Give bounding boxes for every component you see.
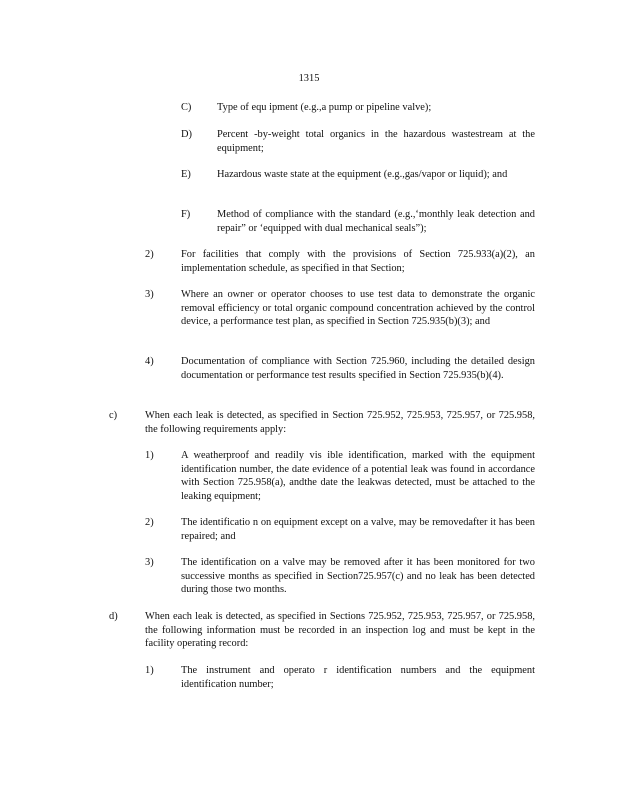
item-text: The identification on a valve may be removed after it has been monitored for two successive months as specified in Section725.957(c) and no leak has been detected during those two months. <box>181 557 535 596</box>
list-item-1-weatherproof-identification <box>145 449 535 503</box>
item-marker: 3) <box>145 289 154 300</box>
item-text: A weatherproof and readily vis ible identification, marked with the equipment identification number, the date evidence of a potential leak was found in accordance with Section 725.958(a), andthe date the leakwas detected, must be attached to the leaking equipment; <box>181 450 535 502</box>
list-item-2-implementation-schedule <box>145 248 535 275</box>
item-text: The identificatio n on equipment except on a valve, may be removedafter it has been repaired; and <box>181 517 535 542</box>
list-item-4-documentation <box>145 355 535 382</box>
item-marker: D) <box>181 129 192 140</box>
list-item-c-equipment-type <box>181 101 535 115</box>
item-marker: E) <box>181 169 191 180</box>
item-text: Where an owner or operator chooses to use test data to demonstrate the organic removal efficiency or total organic compound concentration achieved by the control device, a performance test plan, as specified in Section 725.935(b)(3); and <box>181 289 535 328</box>
item-marker: d) <box>109 611 118 622</box>
item-marker: F) <box>181 209 191 220</box>
item-marker: C) <box>181 102 192 113</box>
list-item-3-performance-test-plan <box>145 288 535 329</box>
list-item-f-method-of-compliance <box>181 208 535 235</box>
list-item-1-instrument-identification <box>145 664 535 691</box>
list-item-c-leak-detected <box>109 409 535 436</box>
item-marker: 4) <box>145 356 154 367</box>
item-marker: 2) <box>145 249 154 260</box>
item-marker: 1) <box>145 665 154 676</box>
item-text: When each leak is detected, as specified in Section 725.952, 725.953, 725.957, or 725.958, the following requirements apply: <box>145 410 535 435</box>
item-marker: c) <box>109 410 118 421</box>
list-item-d-percent-organics <box>181 128 535 155</box>
item-text: Type of equ ipment (e.g.,a pump or pipeline valve); <box>217 102 432 113</box>
list-item-e-waste-state <box>181 168 535 182</box>
page-number: 1315 <box>298 73 320 84</box>
list-item-d-inspection-log <box>109 610 535 651</box>
item-text: When each leak is detected, as specified in Sections 725.952, 725.953, 725.957, or 725.958, the following information must be recorded in an inspection log and must be kept in the facility operating record: <box>145 611 535 650</box>
item-marker: 1) <box>145 450 154 461</box>
item-marker: 2) <box>145 517 154 528</box>
item-text: For facilities that comply with the provisions of Section 725.933(a)(2), an implementation schedule, as specified in that Section; <box>181 249 535 274</box>
item-text: Documentation of compliance with Section 725.960, including the detailed design documentation or performance test results specified in Section 725.935(b)(4). <box>181 356 535 381</box>
item-text: Hazardous waste state at the equipment (e.g.,gas/vapor or liquid); and <box>217 169 508 180</box>
list-item-2-identification-removal <box>145 516 535 543</box>
item-text: The instrument and operato r identification numbers and the equipment identification number; <box>181 665 535 690</box>
list-item-3-valve-identification <box>145 556 535 597</box>
item-marker: 3) <box>145 557 154 568</box>
item-text: Method of compliance with the standard (e.g.,‘monthly leak detection and repair” or ‘equipped with dual mechanical seals”); <box>217 209 535 234</box>
item-text: Percent -by-weight total organics in the hazardous wastestream at the equipment; <box>217 129 535 154</box>
